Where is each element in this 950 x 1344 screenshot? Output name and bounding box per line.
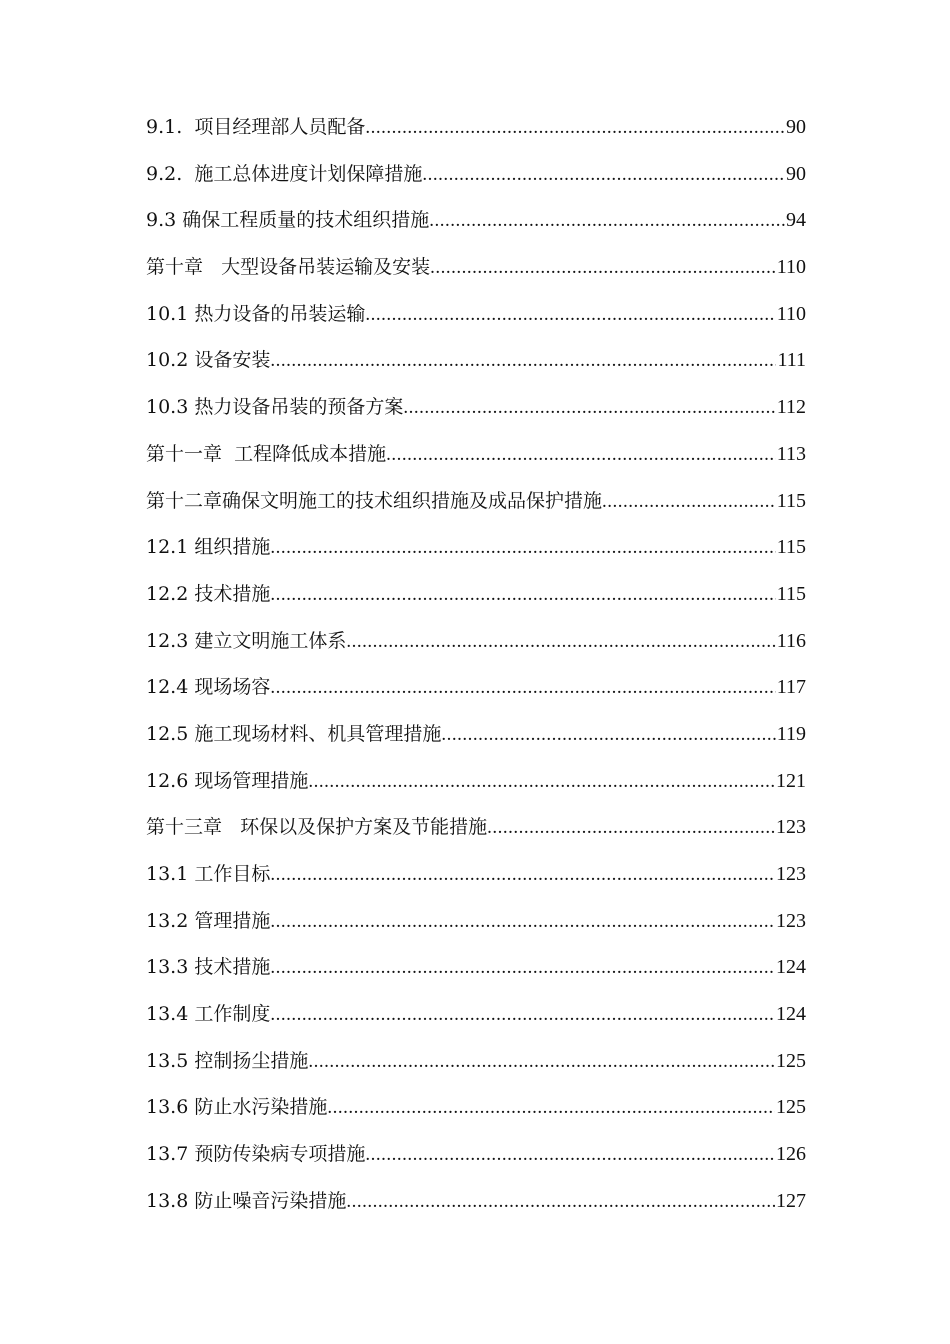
toc-page-number: 119 bbox=[776, 722, 806, 745]
toc-entry-title: 12.3 建立文明施工体系 bbox=[146, 629, 347, 652]
toc-entry-title: 12.4 现场场容 bbox=[146, 676, 271, 699]
toc-page-number: 90 bbox=[786, 116, 806, 138]
toc-entry[interactable] bbox=[146, 758, 806, 805]
toc-entry[interactable] bbox=[146, 664, 806, 711]
toc-entry-title: 10.1 热力设备的吊装运输 bbox=[146, 302, 366, 325]
toc-dot-leader bbox=[365, 105, 785, 152]
toc-dot-leader bbox=[365, 292, 775, 339]
toc-page-number: 117 bbox=[776, 676, 806, 699]
toc-page-number: 121 bbox=[776, 769, 806, 792]
toc-entry[interactable] bbox=[146, 711, 806, 758]
toc-page-number: 113 bbox=[776, 442, 806, 465]
toc-entry[interactable] bbox=[146, 197, 806, 244]
toc-page-number: 115 bbox=[776, 536, 806, 559]
toc-entry-title: 12.5 施工现场材料、机具管理措施 bbox=[146, 722, 442, 745]
toc-dot-leader bbox=[602, 479, 776, 526]
toc-entry[interactable] bbox=[146, 944, 806, 991]
toc-page-number: 112 bbox=[776, 396, 806, 419]
toc-page-number: 124 bbox=[776, 956, 806, 979]
toc-entry-title: 13.8 防止噪音污染措施 bbox=[146, 1189, 347, 1212]
toc-entry-title: 13.5 控制扬尘措施 bbox=[146, 1049, 309, 1072]
toc-entry[interactable] bbox=[146, 618, 806, 665]
toc-page-number: 111 bbox=[777, 349, 806, 372]
table-of-contents bbox=[146, 104, 806, 1225]
toc-entry[interactable] bbox=[146, 431, 806, 478]
toc-dot-leader bbox=[270, 992, 775, 1039]
toc-entry[interactable] bbox=[146, 337, 806, 384]
toc-dot-leader bbox=[346, 619, 775, 666]
toc-entry-title: 12.1 组织措施 bbox=[146, 536, 271, 559]
toc-dot-leader bbox=[270, 945, 775, 992]
toc-dot-leader bbox=[270, 899, 775, 946]
toc-page-number: 94 bbox=[786, 209, 806, 232]
toc-dot-leader bbox=[346, 1179, 775, 1226]
toc-page-number: 123 bbox=[776, 909, 806, 932]
toc-entry-title: 第十章 大型设备吊装运输及安装 bbox=[146, 256, 431, 279]
toc-entry-title: 第十三章 环保以及保护方案及节能措施 bbox=[146, 816, 488, 839]
toc-page-number: 125 bbox=[776, 1049, 806, 1072]
toc-page-number: 110 bbox=[776, 256, 806, 279]
toc-dot-leader bbox=[270, 665, 775, 712]
toc-entry-title: 第十二章确保文明施工的技术组织措施及成品保护措施 bbox=[146, 489, 603, 512]
toc-dot-leader bbox=[270, 525, 775, 572]
toc-entry-title: 10.2 设备安装 bbox=[146, 349, 271, 372]
toc-entry[interactable] bbox=[146, 851, 806, 898]
toc-dot-leader bbox=[429, 198, 785, 245]
toc-dot-leader bbox=[441, 712, 775, 759]
toc-page-number: 110 bbox=[776, 302, 806, 325]
toc-dot-leader bbox=[270, 338, 776, 385]
toc-entry-title: 9.2. 施工总体进度计划保障措施 bbox=[146, 162, 423, 185]
toc-entry[interactable] bbox=[146, 898, 806, 945]
toc-dot-leader bbox=[386, 432, 776, 479]
toc-dot-leader bbox=[308, 1039, 775, 1086]
toc-entry-title: 13.4 工作制度 bbox=[146, 1003, 271, 1026]
toc-entry[interactable] bbox=[146, 1084, 806, 1131]
toc-dot-leader bbox=[327, 1085, 775, 1132]
toc-entry-title: 13.2 管理措施 bbox=[146, 909, 271, 932]
toc-page-number: 90 bbox=[786, 162, 806, 185]
toc-entry[interactable] bbox=[146, 1131, 806, 1178]
toc-page-number: 127 bbox=[776, 1189, 806, 1212]
toc-page-number: 123 bbox=[776, 816, 806, 839]
toc-page-number: 124 bbox=[776, 1003, 806, 1026]
toc-entry-title: 13.6 防止水污染措施 bbox=[146, 1096, 328, 1119]
toc-page-number: 116 bbox=[776, 629, 806, 652]
toc-page-number: 115 bbox=[776, 582, 806, 605]
toc-dot-leader bbox=[403, 385, 775, 432]
toc-dot-leader bbox=[422, 152, 785, 199]
toc-entry-title: 第十一章 工程降低成本措施 bbox=[146, 442, 387, 465]
toc-entry[interactable] bbox=[146, 1038, 806, 1085]
toc-entry[interactable] bbox=[146, 1178, 806, 1225]
toc-entry[interactable] bbox=[146, 991, 806, 1038]
toc-entry-title: 10.3 热力设备吊装的预备方案 bbox=[146, 396, 404, 419]
toc-entry-title: 12.6 现场管理措施 bbox=[146, 769, 309, 792]
toc-entry-title: 12.2 技术措施 bbox=[146, 582, 271, 605]
toc-dot-leader bbox=[365, 1132, 775, 1179]
toc-entry[interactable] bbox=[146, 291, 806, 338]
toc-entry[interactable] bbox=[146, 244, 806, 291]
toc-entry[interactable] bbox=[146, 571, 806, 618]
toc-page-number: 115 bbox=[776, 489, 806, 512]
toc-dot-leader bbox=[430, 245, 776, 292]
toc-entry-title: 9.3 确保工程质量的技术组织措施 bbox=[146, 209, 430, 232]
toc-entry[interactable] bbox=[146, 384, 806, 431]
toc-dot-leader bbox=[487, 805, 775, 852]
toc-entry[interactable] bbox=[146, 104, 806, 151]
toc-dot-leader bbox=[270, 852, 775, 899]
toc-entry[interactable] bbox=[146, 524, 806, 571]
toc-entry-title: 13.1 工作目标 bbox=[146, 863, 271, 885]
toc-entry[interactable] bbox=[146, 478, 806, 525]
toc-entry-title: 13.3 技术措施 bbox=[146, 956, 271, 979]
toc-entry-title: 13.7 预防传染病专项措施 bbox=[146, 1143, 366, 1166]
toc-entry-title: 9.1. 项目经理部人员配备 bbox=[146, 116, 366, 138]
toc-entry[interactable] bbox=[146, 151, 806, 198]
toc-page-number: 123 bbox=[776, 863, 806, 885]
toc-dot-leader bbox=[270, 572, 775, 619]
toc-page-number: 126 bbox=[776, 1143, 806, 1166]
toc-entry[interactable] bbox=[146, 804, 806, 851]
toc-page-number: 125 bbox=[776, 1096, 806, 1119]
toc-dot-leader bbox=[308, 759, 775, 806]
